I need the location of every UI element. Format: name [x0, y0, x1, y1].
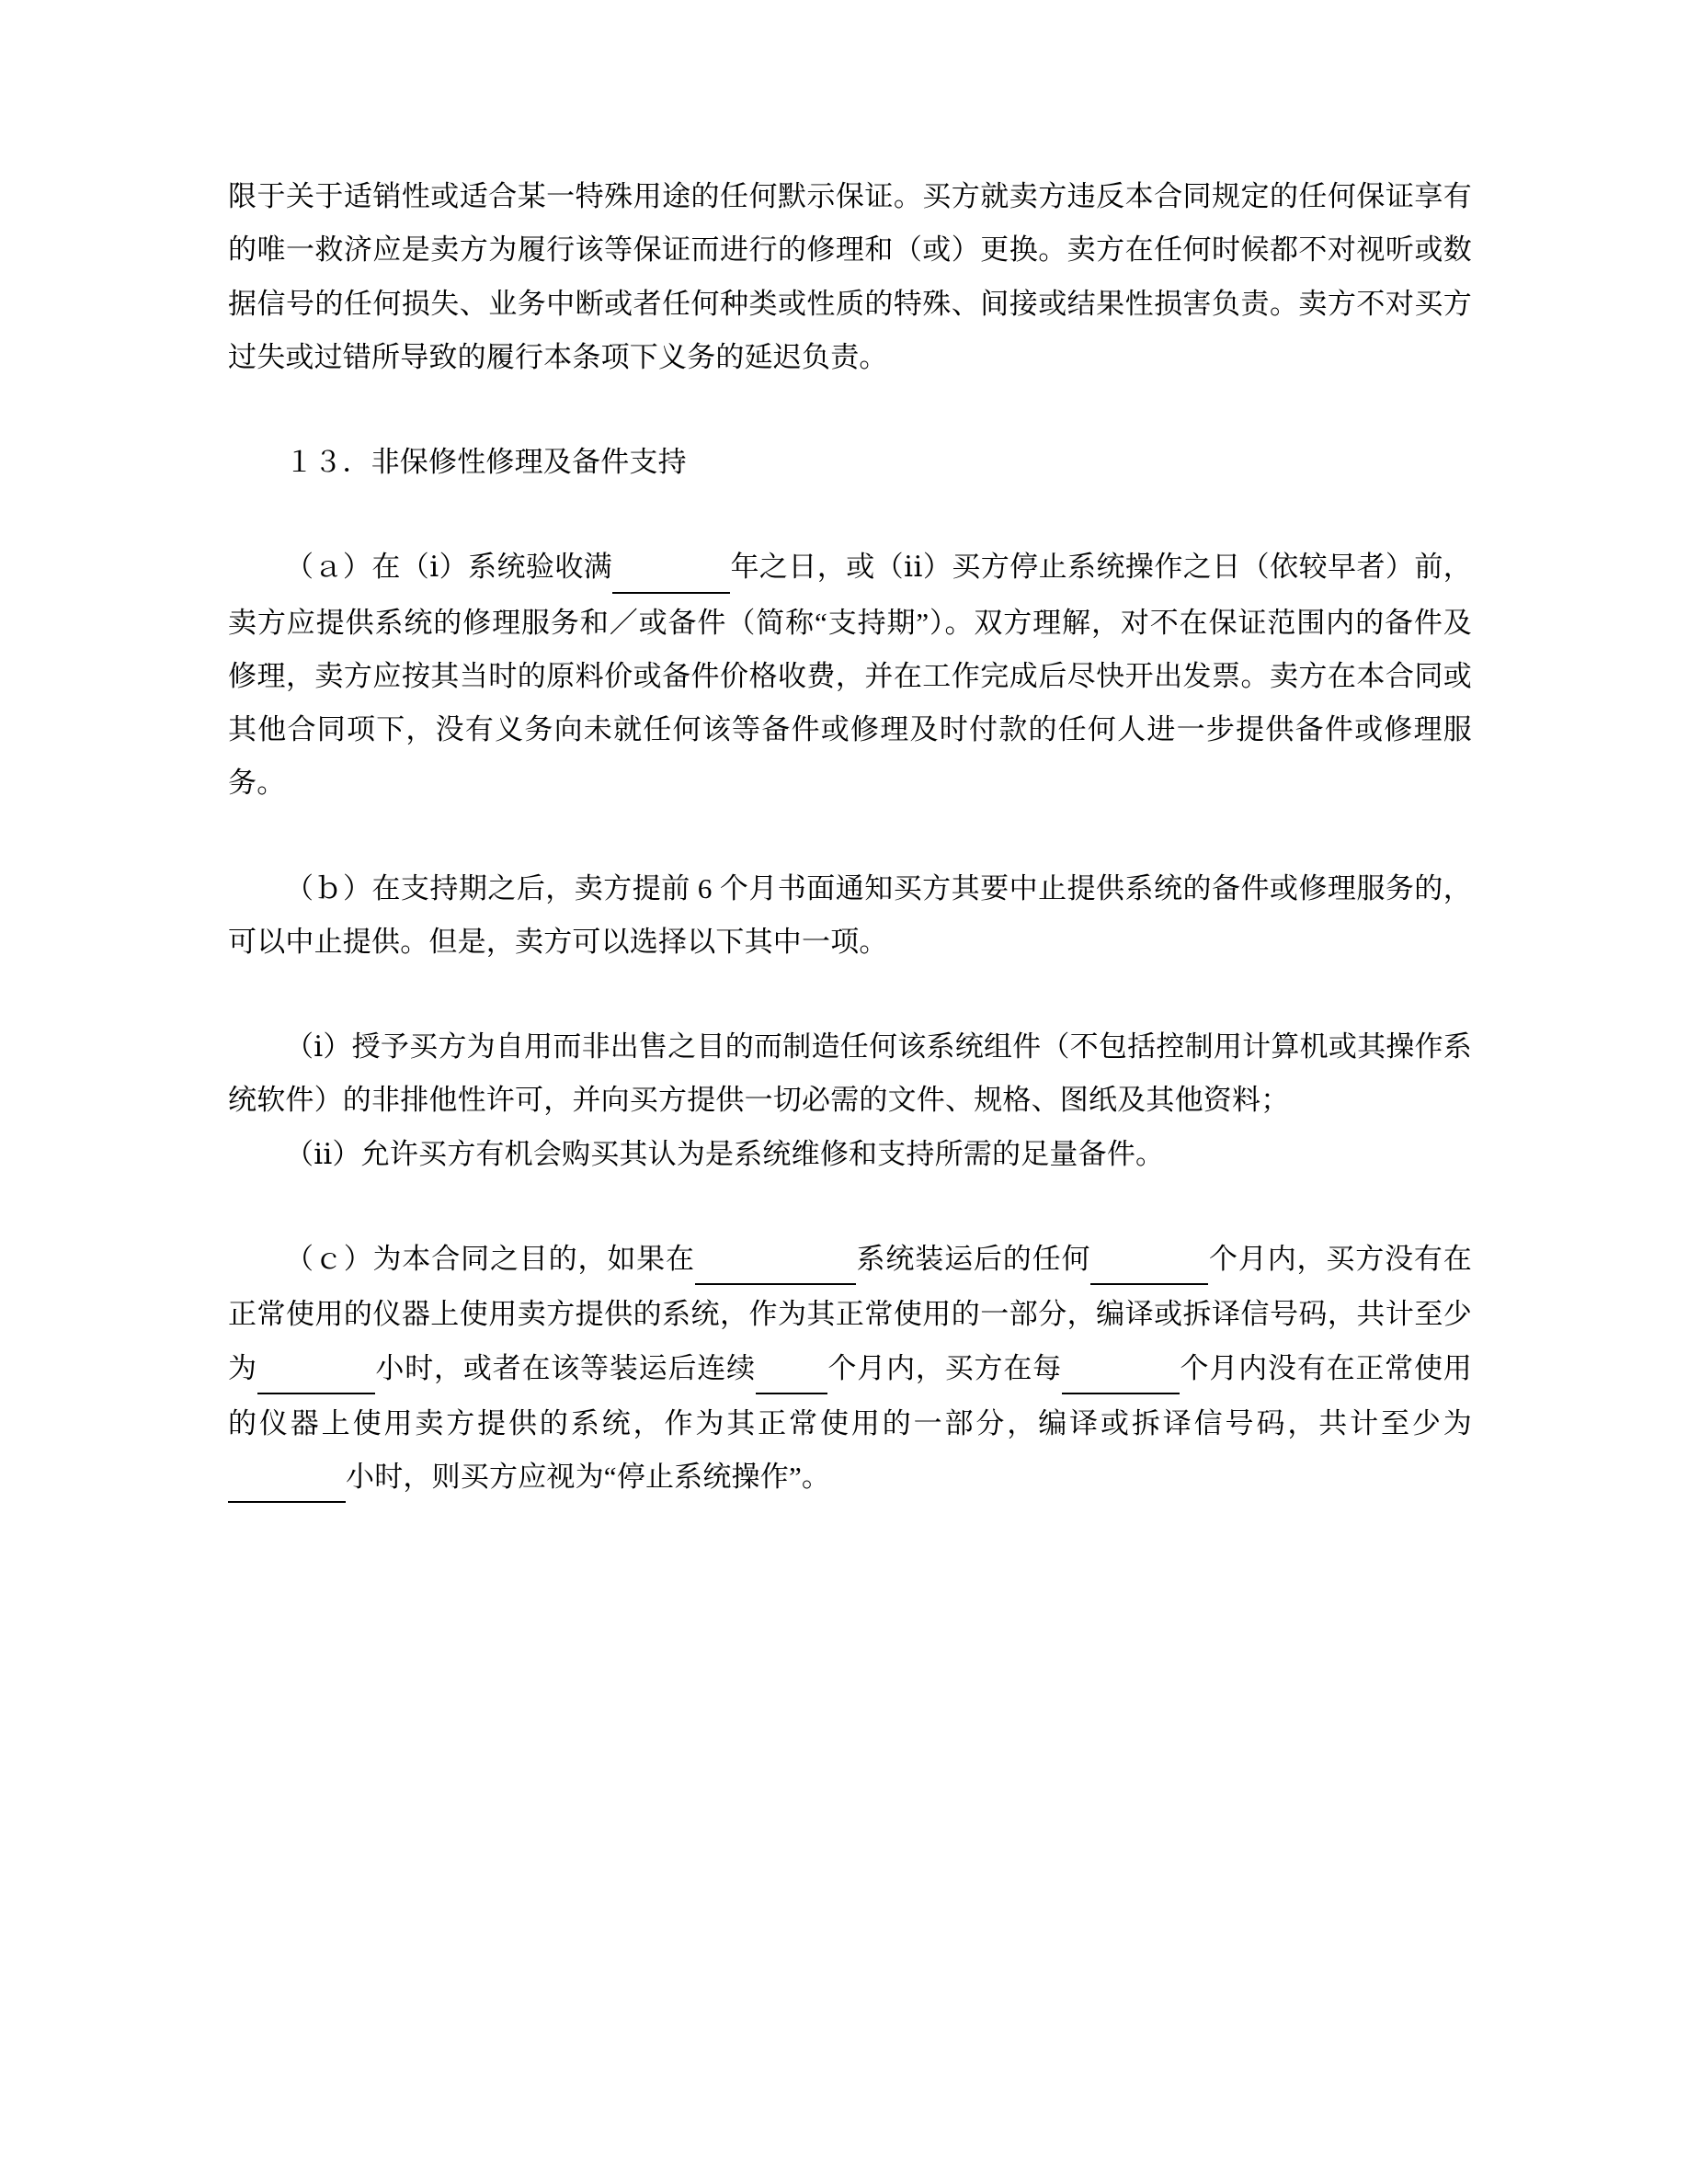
- fill-in-blank[interactable]: [257, 1339, 375, 1394]
- paragraph-text-segment: 小时，或者在该等装运后连续: [374, 1351, 756, 1384]
- paragraph-text-segment: 小时，则买方应视为“停止系统操作”。: [346, 1461, 831, 1494]
- paragraph-13b: （ｂ）在支持期之后，卖方提前 6 个月书面通知买方其要中止提供系统的备件或修理服务的，可以中止提供。但是，卖方可以选择以下其中一项。: [228, 871, 1472, 958]
- paragraph-text-segment: （ａ）在（ⅰ）系统验收满: [285, 551, 613, 584]
- paragraph-text-segment: 个月内，买方没有在正常使用的仪器上使用卖方提供的系统，作为其正常使用的一部分，编译或拆译信号码，共计至少为: [228, 1242, 1472, 1384]
- paragraph-13b-ii: （ⅰⅰ）允许买方有机会购买其认为是系统维修和支持所需的足量备件。: [285, 1137, 1165, 1170]
- spacer: [228, 384, 1472, 436]
- paragraph-text-segment: 个月内没有在正常使用的仪器上使用卖方提供的系统，作为其正常使用的一部分，编译或拆译信号码，共计至少为: [228, 1351, 1472, 1439]
- paragraph-text-segment: 年之日，或（ⅰⅰ）买方停止系统操作之日（依较早者）前，卖方应提供系统的修理服务和／或备件（简称“支持期”）。双方理解，对不在保证范围内的备件及修理，卖方应按其当时的原料价或备件价格收费，并在工作完成后尽快开出发票。卖方在本合同或其他合同项下，没有义务向未就任何该等备件或修理及时付款的任何人进一步提供备件或修理服务。: [228, 551, 1472, 800]
- paragraph-13a: [228, 540, 1472, 810]
- spacer: [228, 489, 1472, 540]
- fill-in-blank[interactable]: [756, 1339, 827, 1394]
- paragraph-warranty-disclaimer: 限于关于适销性或适合某一特殊用途的任何默示保证。买方就卖方违反本合同规定的任何保证享有的唯一救济应是卖方为履行该等保证而进行的修理和（或）更换。卖方在任何时候都不对视听或数据信号的任何损失、业务中断或者任何种类或性质的特殊、间接或结果性损害负责。卖方不对买方过失或过错所导致的履行本条项下义务的延迟负责。: [228, 180, 1472, 373]
- fill-in-blank[interactable]: [228, 1448, 346, 1503]
- paragraph-13b-i: （ⅰ）授予买方为自用而非出售之目的而制造任何该系统组件（不包括控制用计算机或其操作系统软件）的非排他性许可，并向买方提供一切必需的文件、规格、图纸及其他资料；: [228, 1030, 1472, 1117]
- spacer: [228, 811, 1472, 862]
- paragraph-13c: [228, 1233, 1472, 1506]
- paragraph-text-segment: （ｃ）为本合同之目的，如果在: [285, 1242, 695, 1275]
- fill-in-blank[interactable]: [695, 1230, 856, 1285]
- spacer: [228, 969, 1472, 1020]
- document-body: [228, 170, 1472, 1506]
- spacer: [228, 1181, 1472, 1233]
- fill-in-blank[interactable]: [612, 538, 730, 593]
- fill-in-blank[interactable]: [1062, 1339, 1180, 1394]
- paragraph-text-segment: 系统装运后的任何: [855, 1242, 1091, 1275]
- fill-in-blank[interactable]: [1090, 1230, 1208, 1285]
- section-heading-13: １３．非保修性修理及备件支持: [285, 446, 687, 479]
- paragraph-text-segment: 个月内，买方在每: [827, 1351, 1062, 1384]
